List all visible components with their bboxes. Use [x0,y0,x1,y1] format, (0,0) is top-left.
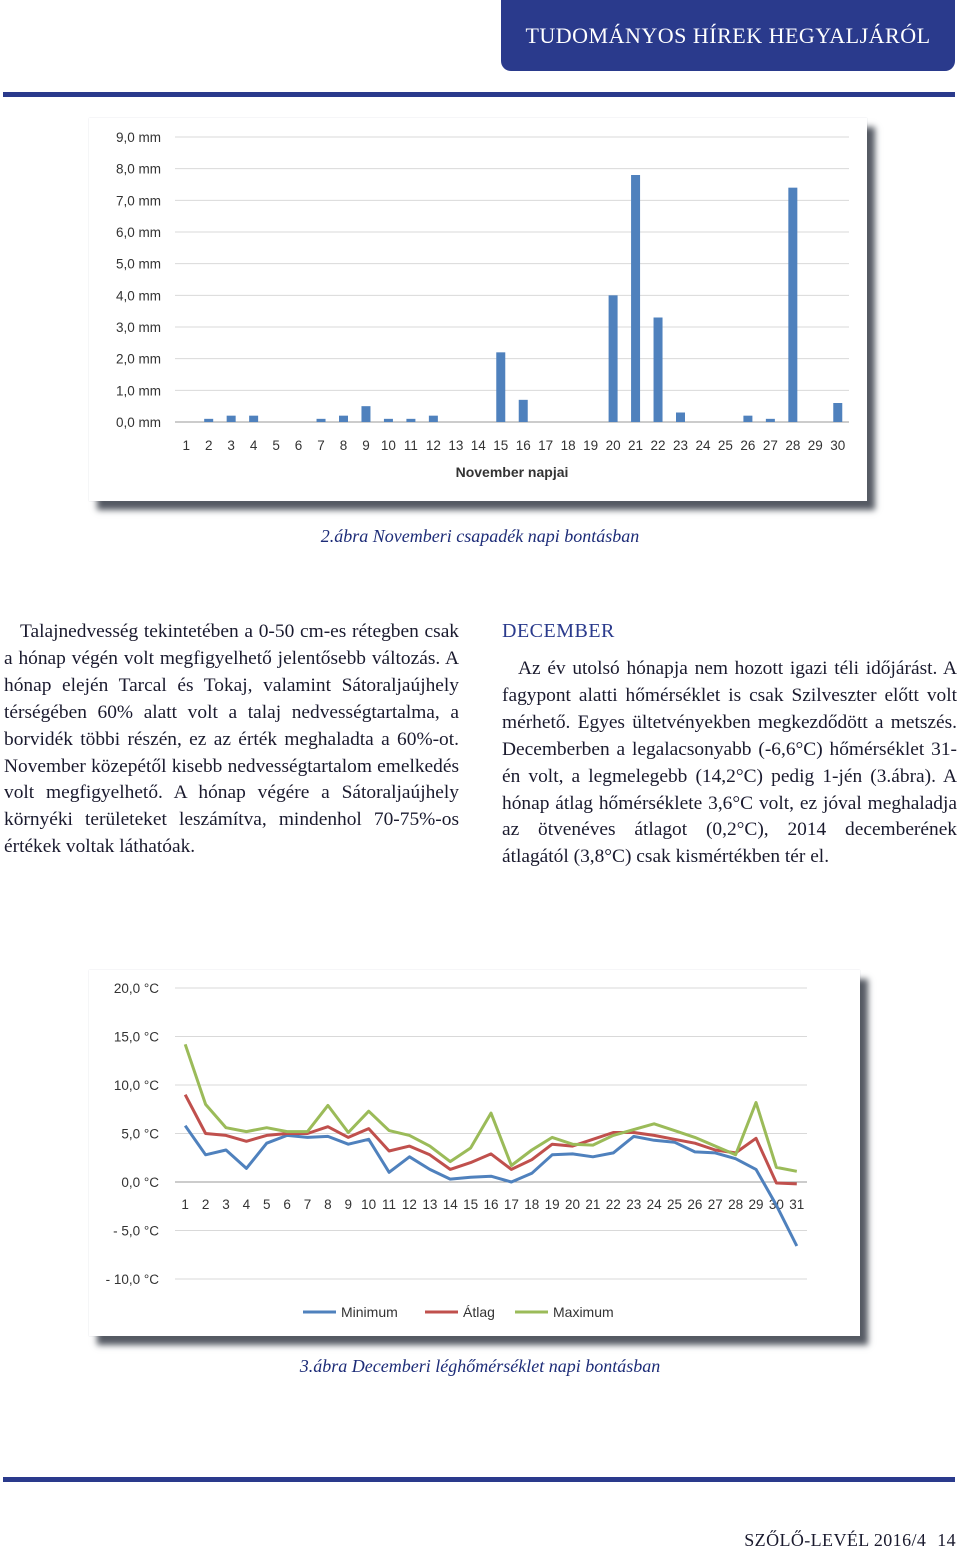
x-tick-label: 27 [707,1197,723,1212]
x-tick-label: 29 [807,438,823,453]
x-tick-label: 14 [470,438,486,453]
bar [406,419,415,422]
y-tick-label: 5,0 °C [121,1126,159,1142]
x-tick-label: 14 [442,1197,458,1212]
section-heading-december: DECEMBER [502,620,615,642]
x-tick-label: 2 [201,1197,210,1212]
x-tick-label: 3 [227,438,235,453]
x-tick-label: 7 [317,438,325,453]
bar [766,419,775,422]
y-tick-label: 5,0 mm [115,256,161,272]
body-text-left: Talajnedvesség tekintetében a 0-50 cm-es rétegben csak a hónap végén volt megfigyelhető jelentősebb változás. A hónap elején Tarcal és Tokaj, valamint Sátoraljaújhely térségében 60% alatt volt a talaj nedvességtartalma, a borvidék többi részén, ez az érték meghaladta a 60%-ot. November közepétől kisebb nedvességtartalom emelkedés volt megfigyelhető. A hónap végére a Sátoraljaújhely környéki területeket leszámítva, mindenhol 70-75%-os értékek voltak láthatóak. [4,621,459,858]
x-tick-label: 4 [249,438,258,453]
x-tick-label: 30 [768,1197,784,1212]
bar [317,419,326,422]
x-tick-label: 10 [380,438,396,453]
x-tick-label: 13 [422,1197,438,1212]
x-tick-label: 22 [605,1197,621,1212]
top-divider [3,92,955,97]
x-axis-title: November napjai [455,464,569,480]
x-tick-label: 2 [204,438,213,453]
y-tick-label: 6,0 mm [115,225,161,240]
x-tick-label: 10 [361,1197,377,1212]
x-tick-label: 15 [493,438,509,453]
x-tick-label: 24 [695,438,711,453]
y-tick-label: 1,0 mm [115,383,161,399]
x-tick-label: 31 [789,1197,805,1212]
x-tick-label: 26 [740,438,756,453]
x-tick-label: 18 [560,438,576,453]
bar [654,318,663,423]
y-tick-label: 10,0 °C [113,1078,159,1093]
figure-caption-1: 2.ábra Novemberi csapadék napi bontásban [320,526,640,546]
temperature-chart [89,970,860,1336]
body-text-right: Az év utolsó hónapja nem hozott igazi téli időjárást. A fagypont alatti hőmérséklet is csak Szilveszter előtt volt mérhető. Egyes ültetvényekben megkezdődött a metszés. Decemberben a legalacsonyabb (-6,6°C) hőmérséklet 31-én volt, a legmelegebb (14,2°C) pedig 1-jén (3.ábra). A hónap átlag hőmérséklete 3,6°C volt, ez jóval meghaladja az ötvenéves átlagot (0,2°C), 2014 decemberének átlagától (3,8°C) csak kismértékben tér el. [502,658,957,868]
x-tick-label: 15 [463,1197,479,1212]
bar [227,416,236,422]
x-tick-label: 3 [222,1197,230,1212]
x-tick-label: 11 [403,438,418,453]
x-tick-label: 30 [830,438,846,453]
y-tick-label: 8,0 mm [115,161,161,177]
x-tick-label: 20 [605,438,621,453]
x-tick-label: 21 [585,1197,601,1212]
bar [676,413,685,423]
x-tick-label: 29 [748,1197,764,1212]
x-tick-label: 28 [785,438,801,453]
x-tick-label: 16 [515,438,531,453]
bar [384,419,393,422]
x-tick-label: 1 [182,438,190,453]
x-tick-label: 11 [382,1197,397,1212]
y-tick-label: 20,0 °C [113,981,159,996]
x-tick-label: 22 [650,438,666,453]
x-tick-label: 7 [303,1197,312,1212]
footer-publication: SZŐLŐ-LEVÉL 2016/4 [744,1530,927,1550]
x-tick-label: 21 [628,438,644,453]
x-tick-label: 12 [401,1197,417,1212]
x-tick-label: 1 [181,1197,189,1212]
x-tick-label: 12 [425,438,441,453]
bar [429,416,438,422]
precipitation-chart [89,118,867,501]
x-tick-label: 20 [565,1197,581,1212]
x-tick-label: 17 [538,438,554,453]
legend-label: Minimum [341,1304,398,1320]
bar [339,416,348,422]
x-tick-label: 19 [583,438,599,453]
page-number: 14 [937,1530,956,1550]
bar [631,175,640,422]
x-tick-label: 4 [242,1197,251,1212]
x-tick-label: 6 [294,438,303,453]
x-tick-label: 24 [646,1197,662,1212]
y-tick-label: 2,0 mm [115,351,161,367]
x-tick-label: 18 [524,1197,540,1212]
x-tick-label: 8 [324,1197,332,1212]
x-tick-label: 5 [262,1197,271,1212]
x-tick-label: 25 [666,1197,682,1212]
bar [249,416,258,422]
x-tick-label: 19 [544,1197,560,1212]
bar [609,295,618,422]
x-tick-label: 16 [483,1197,499,1212]
precipitation-chart-card [89,118,867,501]
legend-label: Átlag [463,1304,495,1320]
bar [519,400,528,422]
x-tick-label: 27 [762,438,778,453]
bottom-divider [3,1477,955,1482]
y-tick-label: 0,0 °C [121,1175,159,1190]
x-tick-label: 6 [283,1197,291,1212]
figure-caption-2: 3.ábra Decemberi léghőmérséklet napi bontásban [299,1356,661,1376]
x-tick-label: 17 [503,1197,519,1212]
y-tick-label: - 5,0 °C [113,1223,159,1239]
page-footer [738,1530,956,1551]
y-tick-label: 9,0 mm [115,130,161,145]
x-tick-label: 9 [344,1197,353,1212]
y-tick-label: - 10,0 °C [105,1272,159,1287]
bar [833,403,842,422]
y-tick-label: 3,0 mm [115,320,161,335]
x-tick-label: 9 [362,438,370,453]
header-title: TUDOMÁNYOS HÍREK HEGYALJÁRÓL [525,22,931,48]
y-tick-label: 7,0 mm [115,193,161,209]
bar [361,406,370,422]
x-tick-label: 26 [687,1197,703,1212]
x-tick-label: 23 [672,438,689,453]
bar [743,416,752,422]
x-tick-label: 23 [626,1197,642,1212]
y-tick-label: 15,0 °C [113,1029,159,1045]
series-line-minimum [185,1126,797,1246]
bar [496,352,505,422]
x-tick-label: 25 [717,438,733,453]
x-tick-label: 8 [339,438,348,453]
bar [788,188,797,422]
running-header [501,0,955,71]
legend-label: Maximum [553,1304,614,1320]
x-tick-label: 13 [448,438,464,453]
x-tick-label: 28 [728,1197,744,1212]
bar [204,419,213,422]
y-tick-label: 4,0 mm [115,288,161,304]
y-tick-label: 0,0 mm [115,415,161,430]
x-tick-label: 5 [272,438,280,453]
temperature-chart-card [89,970,860,1336]
